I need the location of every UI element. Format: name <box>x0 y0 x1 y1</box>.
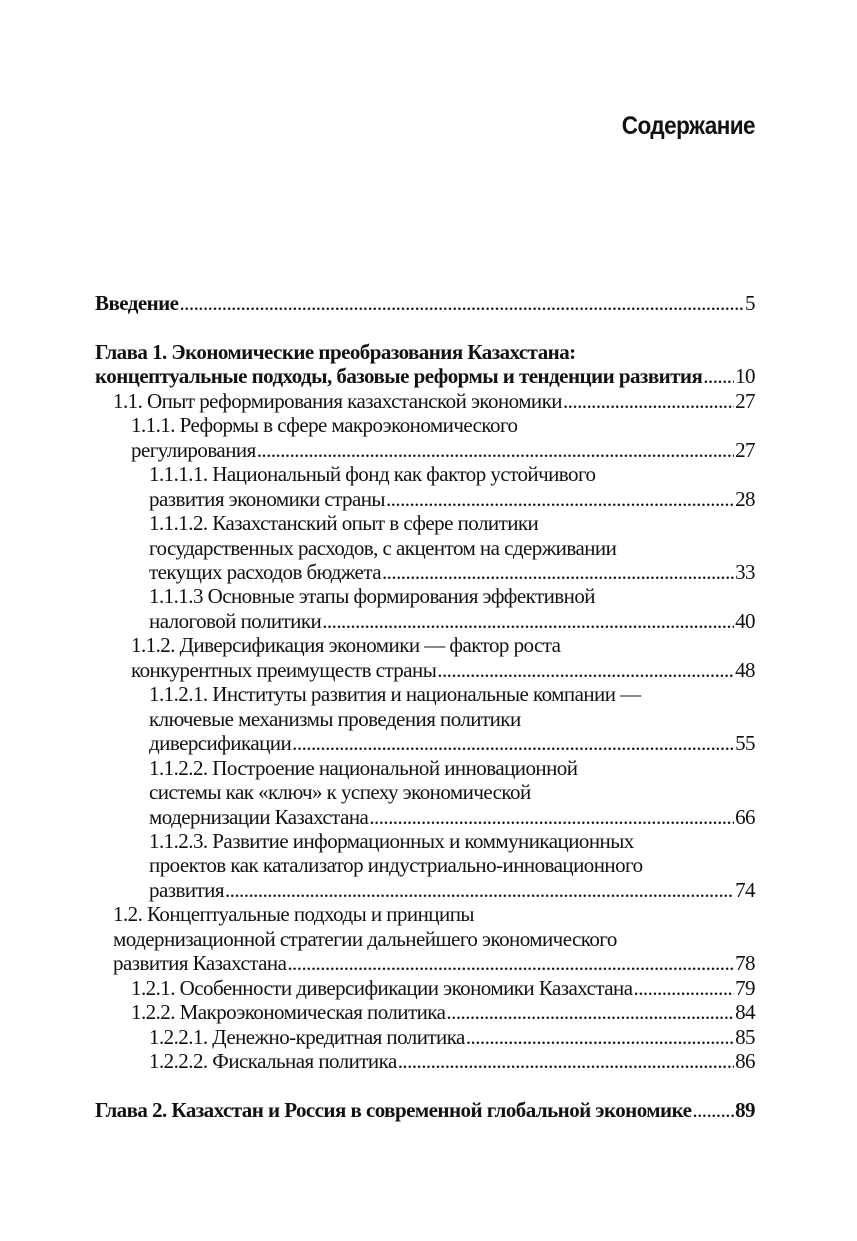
toc-entry[interactable] <box>95 340 755 389</box>
toc-entry-title: 1.2.2. Макроэкономическая политика <box>131 1000 446 1025</box>
page-title: Содержание <box>621 112 755 140</box>
page-number: 66 <box>735 804 755 829</box>
toc-entry[interactable] <box>95 413 755 462</box>
toc-entry-line <box>95 1098 755 1122</box>
toc-entry-line <box>149 853 755 877</box>
toc-entry-title: 1.2.2.2. Фискальная политика <box>149 1049 397 1074</box>
page-number: 85 <box>735 1024 755 1049</box>
page-number: 27 <box>735 388 755 413</box>
page-number: 28 <box>735 486 755 511</box>
page-number: 79 <box>735 975 755 1000</box>
toc-entry-line <box>149 1049 755 1073</box>
toc-entry-line <box>149 707 755 731</box>
page-number: 78 <box>735 951 755 976</box>
toc-entry[interactable] <box>95 902 755 975</box>
toc-entry-title: ключевые механизмы проведения политики <box>149 706 521 731</box>
toc-entry-line <box>131 658 755 682</box>
toc-entry[interactable] <box>95 1025 755 1049</box>
toc-entry[interactable] <box>95 1098 755 1122</box>
toc-entry-line <box>149 536 755 560</box>
toc-entry-title: модернизации Казахстана <box>149 804 369 829</box>
toc-entry-title: налоговой политики <box>149 608 322 633</box>
toc-entry-title: регулирования <box>131 437 256 462</box>
toc-entry-line <box>149 878 755 902</box>
toc-entry-line <box>149 731 755 755</box>
toc-entry-line <box>149 1025 755 1049</box>
toc-entry[interactable] <box>95 389 755 413</box>
toc-entry-line <box>95 364 755 388</box>
toc-entry-title: 1.1.1.1. Национальный фонд как фактор устойчивого <box>149 462 596 487</box>
toc-entry-line <box>149 682 755 706</box>
page-number: 27 <box>735 437 755 462</box>
toc-entry-line <box>131 413 755 437</box>
toc-entry-title: 1.2.1. Особенности диверсификации экономики Казахстана <box>131 975 633 1000</box>
toc-entry[interactable] <box>95 682 755 755</box>
toc-entry-line <box>149 805 755 829</box>
toc-entry-title: текущих расходов бюджета <box>149 559 381 584</box>
page-number: 84 <box>735 1000 755 1025</box>
toc-entry-title: 1.1.2.1. Институты развития и национальные компании — <box>149 682 641 707</box>
dot-leader <box>634 976 735 1000</box>
dot-leader <box>398 1049 734 1073</box>
dot-leader <box>692 1098 734 1122</box>
toc-entry-title: 1.1. Опыт реформирования казахстанской экономики <box>113 388 562 413</box>
toc-entry-line <box>113 902 755 926</box>
dot-leader <box>179 291 744 315</box>
dot-leader <box>369 805 734 829</box>
toc-entry-title: развития <box>149 877 224 902</box>
dot-leader <box>437 658 734 682</box>
toc-entry-line <box>149 487 755 511</box>
toc-entry[interactable] <box>95 462 755 511</box>
toc-entry-line <box>113 951 755 975</box>
toc-entry-line <box>149 511 755 535</box>
toc-entry-line <box>149 584 755 608</box>
dot-leader <box>287 951 734 975</box>
toc-entry-title: 1.1.2.2. Построение национальной инновационной <box>149 755 578 780</box>
toc-entry[interactable] <box>95 829 755 902</box>
toc-entry-title: Глава 1. Экономические преобразования Казахстана: <box>95 339 576 364</box>
toc-entry-title: Глава 2. Казахстан и Россия в современной глобальной экономике <box>95 1097 692 1122</box>
toc-entry-title: развития Казахстана <box>113 951 287 976</box>
toc-entry-line <box>149 609 755 633</box>
page-number: 40 <box>735 608 755 633</box>
toc-entry-title: 1.2.2.1. Денежно-кредитная политика <box>149 1024 465 1049</box>
table-of-contents <box>95 291 755 1122</box>
page-number: 10 <box>735 364 755 389</box>
page-number: 74 <box>735 877 755 902</box>
toc-entry[interactable] <box>95 584 755 633</box>
toc-entry-title: концептуальные подходы, базовые реформы и тенденции развития <box>95 364 703 389</box>
dot-leader <box>466 1025 734 1049</box>
toc-entry[interactable] <box>95 756 755 829</box>
page-number: 55 <box>735 731 755 756</box>
toc-entry-title: системы как «ключ» к успеху экономической <box>149 780 531 805</box>
toc-entry-line <box>131 633 755 657</box>
toc-entry-title: диверсификации <box>149 731 292 756</box>
page-number: 89 <box>735 1097 755 1122</box>
page-number: 33 <box>735 559 755 584</box>
toc-entry-title: государственных расходов, с акцентом на сдерживании <box>149 535 617 560</box>
dot-leader <box>563 389 734 413</box>
toc-entry-title: Введение <box>95 291 179 315</box>
toc-entry-line <box>131 976 755 1000</box>
toc-entry[interactable] <box>95 291 755 315</box>
dot-leader <box>322 609 734 633</box>
toc-entry-line <box>149 462 755 486</box>
page-number: 5 <box>745 291 755 315</box>
toc-entry-title: конкурентных преимуществ страны <box>131 657 437 682</box>
toc-entry-line <box>131 438 755 462</box>
toc-entry-title: 1.1.2.3. Развитие информационных и коммуникационных <box>149 828 634 853</box>
dot-leader <box>292 731 734 755</box>
dot-leader <box>257 438 734 462</box>
toc-entry-title: 1.1.1. Реформы в сфере макроэкономического <box>131 413 518 438</box>
page-number: 86 <box>735 1049 755 1074</box>
toc-entry[interactable] <box>95 1049 755 1073</box>
toc-entry[interactable] <box>95 511 755 584</box>
toc-entry-line <box>113 389 755 413</box>
toc-entry-line <box>149 780 755 804</box>
toc-entry-line <box>149 756 755 780</box>
toc-entry-title: 1.1.2. Диверсификация экономики — фактор роста <box>131 633 561 658</box>
toc-entry-line <box>113 927 755 951</box>
toc-entry-line <box>95 291 755 315</box>
toc-entry-line <box>131 1000 755 1024</box>
dot-leader <box>703 364 734 388</box>
dot-leader <box>446 1000 734 1024</box>
toc-entry-title: 1.1.1.2. Казахстанский опыт в сфере политики <box>149 511 539 536</box>
toc-entry-title: развития экономики страны <box>149 486 385 511</box>
dot-leader <box>225 878 734 902</box>
toc-entry[interactable] <box>95 1000 755 1024</box>
dot-leader <box>386 487 734 511</box>
toc-entry-title: 1.2. Концептуальные подходы и принципы <box>113 902 474 927</box>
toc-entry-line <box>149 560 755 584</box>
toc-entry-title: проектов как катализатор индустриально-инновационного <box>149 853 643 878</box>
toc-entry-title: 1.1.1.3 Основные этапы формирования эффективной <box>149 584 595 609</box>
toc-entry[interactable] <box>95 976 755 1000</box>
toc-entry-title: модернизационной стратегии дальнейшего экономического <box>113 926 617 951</box>
dot-leader <box>382 560 734 584</box>
page-number: 48 <box>735 657 755 682</box>
toc-entry-line <box>149 829 755 853</box>
toc-entry-line <box>95 340 755 364</box>
toc-entry[interactable] <box>95 633 755 682</box>
